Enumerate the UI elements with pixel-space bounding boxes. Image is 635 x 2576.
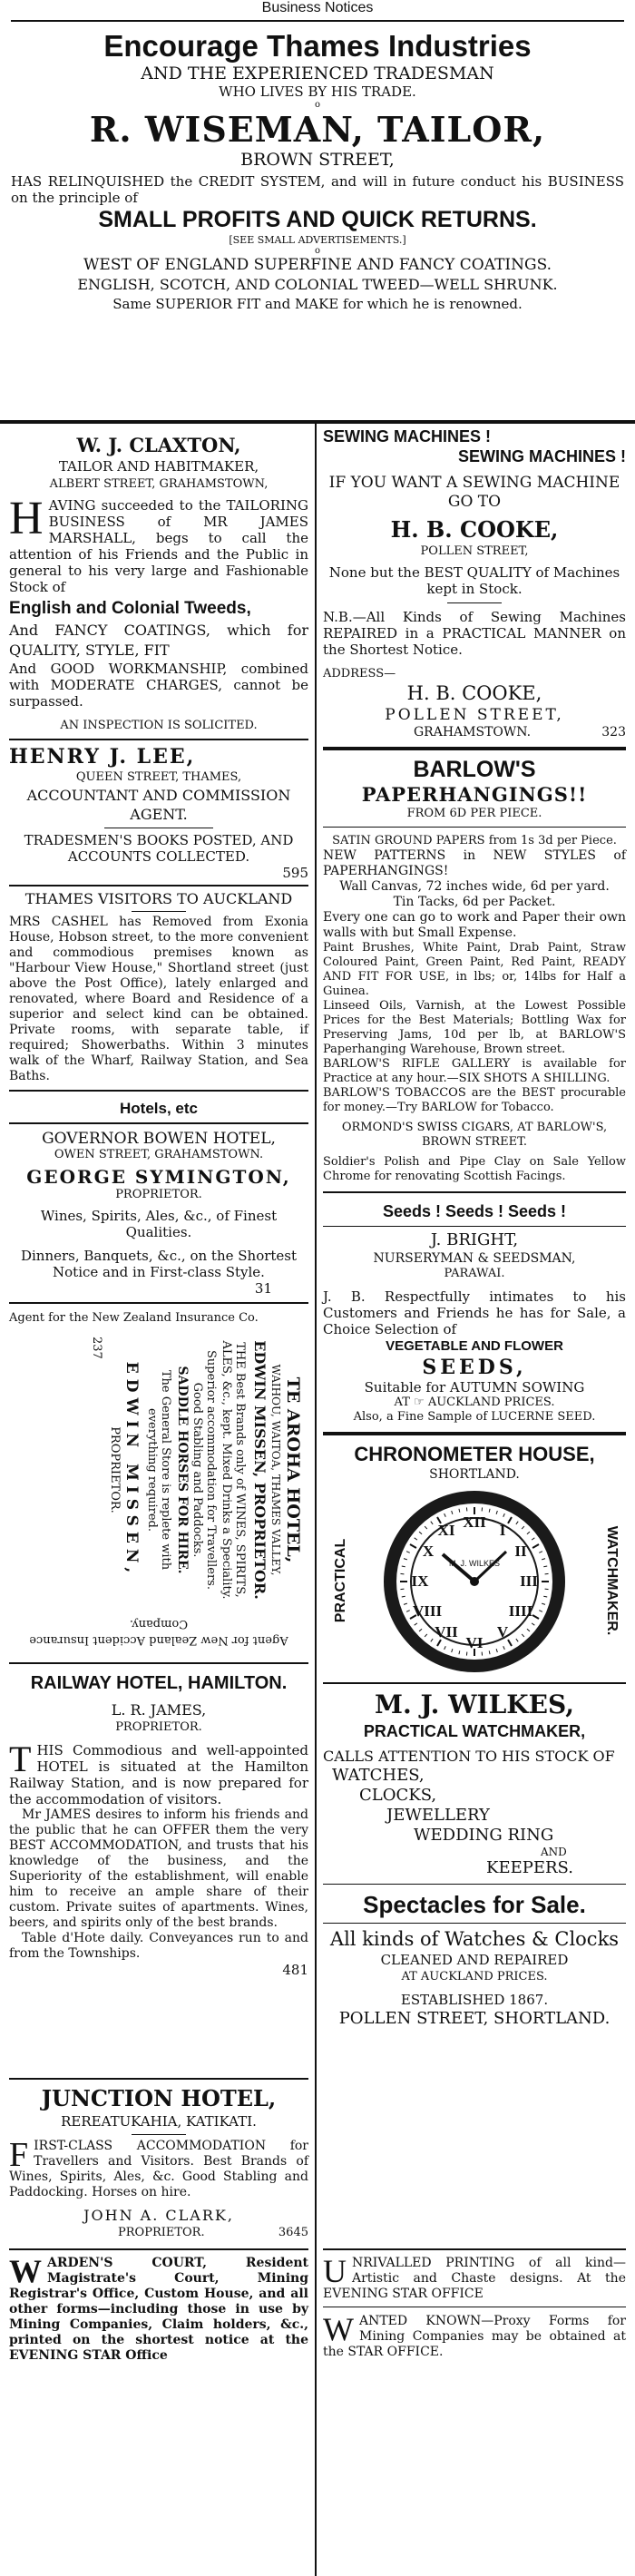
junction-body <box>9 2136 308 2200</box>
bowen-body2: Dinners, Banquets, &c., on the Shortest Notice and in First-class Style. <box>20 1248 298 1280</box>
cooke-body: IF YOU WANT A SEWING MACHINE GO TO <box>328 474 620 511</box>
junction-prop-title: PROPRIETOR. <box>118 2226 205 2239</box>
rule-hotels <box>9 1122 308 1124</box>
rule-junction <box>9 2248 308 2250</box>
bowen-prop: GEORGE SYMINGTON, <box>26 1166 291 1188</box>
insurance-agent: Agent for the New Zealand Insurance Co. <box>9 1311 259 1325</box>
cooke-divider <box>447 602 502 603</box>
cooke-head2: SEWING MACHINES ! <box>457 447 626 465</box>
bright-seeds: SEEDS, <box>422 1356 527 1379</box>
hotels-heading: Hotels, etc <box>120 1100 198 1117</box>
column-divider <box>315 424 317 2576</box>
wilkes-ad <box>323 1443 626 2029</box>
svg-text:I: I <box>499 1522 506 1539</box>
barlow-cigars: ORMOND'S SWISS CIGARS, AT BARLOW'S, BROWN STREET. <box>341 1121 608 1149</box>
proxy-dropcap: W <box>323 2311 354 2347</box>
railway-dropcap: T <box>9 1739 32 1779</box>
aroha-place: WAIHOU, WAITOA, THAMES VALLEY, <box>269 1364 282 1576</box>
barlow-ad <box>323 756 626 1184</box>
aroha-agent-upside: Agent for New Zealand Accident Insurance Company. <box>29 1617 288 1647</box>
wiseman-name: R. WISEMAN, TAILOR, <box>89 109 546 150</box>
rule-cooke <box>323 747 626 750</box>
aroha-footer <box>90 1337 103 1603</box>
proxy-ad <box>323 2311 626 2360</box>
railway-prop-title: PROPRIETOR. <box>115 1720 202 1734</box>
claxton-name: W. J. CLAXTON, <box>76 434 241 456</box>
wiseman-body: HAS RELINQUISHED the CREDIT SYSTEM, and will in future conduct his BUSINESS on the principle of <box>11 173 624 206</box>
bowen-num: 31 <box>254 1280 272 1297</box>
barlow-soldier: Soldier's Polish and Pipe Clay on Sale Yellow Chrome for renovating Scottish Facings. <box>323 1155 626 1183</box>
railway-name: RAILWAY HOTEL, HAMILTON. <box>30 1673 288 1693</box>
svg-text:XI: XI <box>437 1522 455 1539</box>
svg-text:XII: XII <box>463 1513 486 1531</box>
wilkes-spectacles: Spectacles for Sale. <box>363 1891 586 1918</box>
rule-bright <box>323 1432 626 1435</box>
railway-ad <box>9 1671 308 1978</box>
bowen-prop-title: PROPRIETOR. <box>115 1188 202 1201</box>
railway-body3: Table d'Hote daily. Conveyances run to and from the Townships. <box>9 1931 308 1961</box>
wilkes-trade: PRACTICAL WATCHMAKER, <box>363 1722 586 1740</box>
aroha-body2: Superior accommodation for Travellers. Good Stabling and Paddocks. <box>190 1350 218 1590</box>
bowen-ad <box>9 1130 308 1297</box>
lee-address: QUEEN STREET, THAMES, <box>75 770 242 784</box>
wilkes-cleaned: CLEANED AND REPAIRED <box>380 1952 569 1968</box>
wilkes-name: M. J. WILKES, <box>375 1690 574 1719</box>
claxton-dropcap: H <box>9 493 44 544</box>
warden-dropcap: W <box>9 2253 42 2289</box>
cooke-head1: SEWING MACHINES ! <box>323 427 492 446</box>
wilkes-calls: CALLS ATTENTION TO HIS STOCK OF <box>323 1748 615 1765</box>
bright-autumn: Suitable for AUTUMN SOWING <box>364 1379 585 1396</box>
aroha-store: The General Store is replete with everything required. <box>145 1369 172 1571</box>
claxton-body3: And GOOD WORKMANSHIP, combined with MODERATE CHARGES, cannot be surpassed. <box>9 661 308 710</box>
bowen-body: Wines, Spirits, Ales, &c., of Finest Qualities. <box>40 1208 278 1240</box>
bright-body: J. B. Respectfully intimates to his Customers and Friends he has for Sale, a Choice Selection of <box>323 1288 626 1337</box>
cashel-body: MRS CASHEL has Removed from Exonia House, Hobson street, to the more convenient and commodious premises known as "Harbour View House," Shortland street (just above the Post Office), lately enlarged and renovated, where Board and Residence of a superior and select kind can be obtained. Private rooms, with separate table, if required; Showerbaths. Within 3 minutes walk of the Wharf, Railway Station, and Sea Baths. <box>9 915 308 1083</box>
wiseman-line6: Same SUPERIOR FIT and MAKE for which he is renowned. <box>112 296 523 312</box>
wilkes-jewellery: JEWELLERY <box>386 1806 490 1825</box>
wilkes-and: AND <box>541 1846 567 1858</box>
warden-body <box>9 2253 308 2364</box>
claxton-body-text: AVING succeeded to the TAILORING BUSINESS of MR JAMES MARSHALL, begs to call the attention of his Friends and the Public in general to his very large and Fashionable Stock of <box>9 497 308 595</box>
left-column <box>9 426 308 1327</box>
lee-ad <box>9 744 308 881</box>
junction-prop: JOHN A. CLARK, <box>83 2207 234 2224</box>
wilkes-divider <box>323 1682 626 1684</box>
printing-body <box>323 2253 626 2302</box>
clock-icon <box>379 1486 570 1677</box>
cooke-street: POLLEN STREET, <box>420 544 529 558</box>
svg-text:VI: VI <box>465 1634 484 1651</box>
cooke-street2: POLLEN STREET, <box>385 706 564 724</box>
wiseman-line4: WEST OF ENGLAND SUPERFINE AND FANCY COATINGS. <box>83 256 552 274</box>
junction-divider <box>132 2134 186 2135</box>
cooke-num: 323 <box>601 725 626 739</box>
claxton-body2: And FANCY COATINGS, which for QUALITY, STYLE, FIT <box>9 622 308 659</box>
junction-body-text: IRST-CLASS ACCOMMODATION for Travellers and Visitors. Best Brands of Wines, Spirits, Ales, &c. Good Stabling and Paddocking. Horses on hire. <box>9 2139 308 2199</box>
rule-bowen <box>9 1302 308 1304</box>
printing-ad <box>323 2253 626 2302</box>
aroha-ad <box>9 1329 308 1611</box>
proxy-body-text: ANTED KNOWN—Proxy Forms for Mining Companies may be obtained at the STAR OFFICE. <box>323 2314 626 2359</box>
barlow-every: Every one can go to work and Paper their own walls with but Small Expense. <box>323 910 626 940</box>
aroha-body: THE Best Brands only of WINES, SPIRITS, ALES, &c., kept. Mixed Drinks a Speciality. <box>220 1340 247 1600</box>
svg-text:VII: VII <box>435 1623 458 1641</box>
wiseman-dot: o <box>314 100 321 110</box>
proxy-body <box>323 2311 626 2360</box>
claxton-stock: English and Colonial Tweeds, <box>9 599 251 618</box>
barlow-canvas: Wall Canvas, 72 inches wide, 6d per yard. <box>339 879 610 894</box>
junction-place: REREATUKAHIA, KATIKATI. <box>61 2113 257 2130</box>
wiseman-line5: ENGLISH, SCOTCH, AND COLONIAL TWEED—WELL SHRUNK. <box>77 276 558 293</box>
railway-num: 481 <box>282 1962 308 1978</box>
barlow-new: NEW PATTERNS in NEW STYLES of PAPERHANGINGS! <box>323 848 626 878</box>
barlow-oils: Linseed Oils, Varnish, at the Lowest Possible Prices for the Best Materials; Bottling Wax for Preserving Jams, 10d per lb, at BARLOW'S Paperhanging Warehouse, Brown street. <box>323 999 626 1056</box>
svg-text:IX: IX <box>411 1572 429 1590</box>
bright-head: Seeds ! Seeds ! Seeds ! <box>382 1202 567 1220</box>
wiseman-ad <box>11 24 624 314</box>
wilkes-divider2 <box>323 1884 626 1885</box>
header-rule <box>11 20 624 22</box>
lee-title: ACCOUNTANT AND COMMISSION AGENT. <box>26 787 291 823</box>
bright-veg: VEGETABLE AND FLOWER <box>386 1338 563 1354</box>
cooke-ad <box>323 426 626 739</box>
cooke-town: GRAHAMSTOWN. <box>414 725 532 739</box>
wiseman-line2: AND THE EXPERIENCED TRADESMAN <box>141 64 494 83</box>
claxton-solicit: AN INSPECTION IS SOLICITED. <box>60 719 258 732</box>
claxton-trade: TAILOR AND HABITMAKER, <box>58 458 259 475</box>
wilkes-divider3 <box>323 1923 626 1924</box>
wilkes-all: All kinds of Watches & Clocks <box>329 1928 620 1950</box>
rule-railway <box>9 2078 308 2080</box>
claxton-address: ALBERT STREET, GRAHAMSTOWN, <box>49 477 269 491</box>
railway-body-text: HIS Commodious and well-appointed HOTEL is situated at the Hamilton Railway Station, and is now prepared for the accommodation of visitors. <box>9 1742 308 1807</box>
cooke-footer <box>323 725 626 739</box>
wiseman-bottom-rule <box>0 420 635 424</box>
aroha-rotated <box>9 1329 308 1611</box>
bright-ad <box>323 1200 626 1425</box>
bright-place: PARAWAI. <box>444 1267 505 1280</box>
bright-prices: AUCKLAND PRICES. <box>427 1396 555 1409</box>
aroha-owner-title: PROPRIETOR. <box>108 1426 122 1513</box>
cooke-nb: N.B.—All Kinds of Sewing Machines REPAIRED in a PRACTICAL MANNER on the Shortest Notice. <box>323 609 626 658</box>
warden-ad <box>9 2253 308 2364</box>
cashel-divider <box>132 911 186 912</box>
junction-num: 3645 <box>278 2226 308 2239</box>
junction-dropcap: F <box>9 2136 29 2174</box>
lee-num: 595 <box>282 865 308 881</box>
bright-prices-line <box>323 1396 626 1410</box>
bright-at: AT <box>394 1396 410 1409</box>
barlow-tacks: Tin Tacks, 6d per Packet. <box>393 895 556 909</box>
wilkes-place: SHORTLAND. <box>429 1467 520 1482</box>
barlow-paint: Paint Brushes, White Paint, Drab Paint, Straw Coloured Paint, Green Paint, Red Paint, READY AND FIT FOR USE, in lbs; or, 14lbs for Half a Guinea. <box>323 941 626 998</box>
cashel-ad <box>9 890 308 1084</box>
wilkes-prices: AT AUCKLAND PRICES. <box>401 1970 548 1983</box>
bright-lucerne: Also, a Fine Sample of LUCERNE SEED. <box>353 1410 596 1424</box>
wilkes-side-right: WATCHMAKER. <box>604 1525 620 1636</box>
lee-body: TRADESMEN'S BOOKS POSTED, AND ACCOUNTS COLLECTED. <box>24 832 294 865</box>
svg-text:III: III <box>520 1572 538 1590</box>
right-column <box>323 426 626 2029</box>
cashel-heading: THAMES VISITORS TO AUCKLAND <box>24 890 293 907</box>
warden-body-text: ARDEN'S COURT, Resident Magistrate's Court, Mining Registrar's Office, Custom House, and all other forms—including those in use by Mining Companies, Claim holders, &c., printed on the shortest notice at the EVENING STAR Office <box>9 2256 308 2363</box>
rule-barlow <box>323 1191 626 1193</box>
claxton-body <box>9 493 308 595</box>
junction-name: JUNCTION HOTEL, <box>41 2085 277 2111</box>
cooke-addr-label: ADDRESS— <box>323 667 396 681</box>
railway-body <box>9 1739 308 1807</box>
svg-text:X: X <box>422 1543 435 1560</box>
lee-name: HENRY J. LEE, <box>9 745 196 769</box>
bowen-address: OWEN STREET, GRAHAMSTOWN. <box>54 1148 264 1161</box>
bright-divider <box>323 1226 626 1227</box>
wilkes-head: CHRONOMETER HOUSE, <box>354 1443 595 1465</box>
bowen-name: GOVERNOR BOWEN HOTEL, <box>42 1130 276 1148</box>
cooke-body2: None but the BEST QUALITY of Machines kept in Stock. <box>328 564 620 597</box>
aroha-saddle: SADDLE HORSES FOR HIRE. <box>175 1366 190 1574</box>
svg-text:V: V <box>496 1623 509 1641</box>
svg-text:VIII: VIII <box>412 1602 443 1620</box>
clock-dial-name: M. J. WILKES <box>448 1559 501 1568</box>
bright-trade: NURSERYMAN & SEEDSMAN, <box>373 1251 576 1266</box>
wilkes-side-left: PRACTICAL <box>333 1538 348 1623</box>
railway-body2: Mr JAMES desires to inform his friends and the public that he can OFFER them the very BEST ACCOMMODATION, and trusts that his knowledge of the business, and the Superiority of the establishment, will enable him to receive an ample share of their custom. Private suites of apartments. Wines, beers, and spirits only of the best brands. <box>9 1807 308 1930</box>
bright-hand-icon: ☞ <box>414 1396 425 1409</box>
wiseman-street: BROWN STREET, <box>240 150 395 170</box>
bright-name: J. BRIGHT, <box>430 1230 519 1249</box>
wiseman-slogan: SMALL PROFITS AND QUICK RETURNS. <box>98 207 537 232</box>
barlow-divider <box>323 827 626 828</box>
junction-ad <box>9 2085 308 2239</box>
rule-lee <box>9 885 308 886</box>
claxton-ad <box>9 434 308 733</box>
svg-text:IIII: IIII <box>508 1602 533 1620</box>
aroha-name: TE AROHA HOTEL, <box>283 1376 303 1563</box>
cooke-name2: H. B. COOKE, <box>406 682 542 704</box>
barlow-rifle: BARLOW'S RIFLE GALLERY is available for Practice at any hour.—SIX SHOTS A SHILLING. <box>323 1057 626 1085</box>
barlow-tobacco: BARLOW'S TOBACCOS are the BEST procurable for money.—Try BARLOW for Tobacco. <box>323 1086 626 1114</box>
wilkes-address: POLLEN STREET, SHORTLAND. <box>338 2009 611 2028</box>
cooke-name: H. B. COOKE, <box>390 516 559 543</box>
wilkes-est: ESTABLISHED 1867. <box>400 1992 549 2008</box>
barlow-name: BARLOW'S <box>413 757 536 782</box>
barlow-product: PAPERHANGINGS!! <box>361 783 588 806</box>
wilkes-clock-area <box>323 1486 626 1677</box>
railway-prop: L. R. JAMES, <box>111 1701 207 1719</box>
wiseman-see: [SEE SMALL ADVERTISEMENTS.] <box>229 234 406 246</box>
wilkes-wedding: WEDDING RING <box>414 1826 554 1845</box>
wilkes-watches: WATCHES, <box>332 1766 425 1785</box>
wiseman-dot2: o <box>314 246 321 256</box>
rule-wilkes <box>323 2248 626 2250</box>
rule-claxton <box>9 739 308 740</box>
wiseman-line3: WHO LIVES BY HIS TRADE. <box>219 83 416 100</box>
junction-footer <box>9 2226 308 2239</box>
aroha-owner: EDWIN MISSEN, <box>122 1361 141 1579</box>
wilkes-clocks: CLOCKS, <box>359 1786 437 1805</box>
svg-text:II: II <box>514 1543 527 1560</box>
wiseman-headline: Encourage Thames Industries <box>103 29 532 63</box>
barlow-satin: SATIN GROUND PAPERS from 1s 3d per Piece. <box>332 834 617 847</box>
rule-aroha <box>9 1662 308 1664</box>
section-title: Business Notices <box>261 0 374 15</box>
aroha-num: 237 <box>90 1337 103 1359</box>
rule-cashel <box>9 1090 308 1092</box>
aroha-upside <box>9 1615 308 1648</box>
printing-body-text: NRIVALLED PRINTING of all kind—Artistic and Chaste designs. At the EVENING STAR OFFICE <box>323 2256 626 2301</box>
barlow-price: FROM 6D PER PIECE. <box>406 807 542 820</box>
aroha-prop: EDWIN MISSEN, PROPRIETOR. <box>251 1340 269 1600</box>
printing-dropcap: U <box>323 2253 347 2289</box>
wilkes-keepers: KEEPERS. <box>486 1858 573 1877</box>
